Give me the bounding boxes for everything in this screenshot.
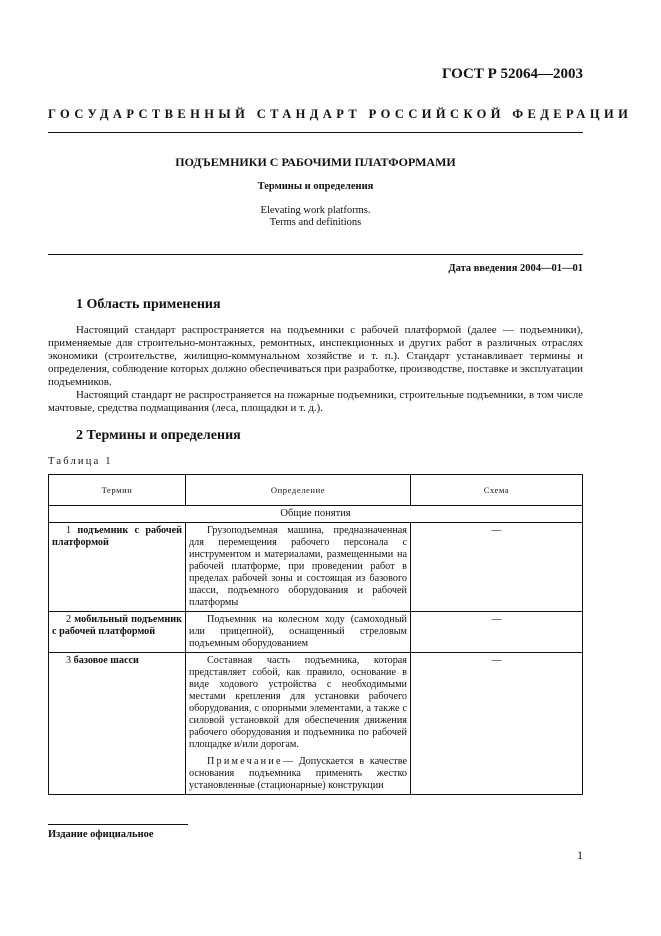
- definition-text: Грузоподъемная машина, предназначенная для перемещения рабочего персонала с инструментом и материалами, размещенными на рабочей платформе, при проведении работ в пределах рабочей зоны и состоящая из базового шасси, подъемного оборудования и рабочей платформы: [189, 525, 407, 608]
- term-number: 1: [66, 525, 72, 536]
- header-scheme: Схема: [411, 475, 583, 506]
- introduction-date: Дата введения 2004—01—01: [448, 263, 583, 274]
- definition-cell: [186, 612, 411, 653]
- section2-heading: 2 Термины и определения: [76, 428, 241, 443]
- table-row: [49, 612, 583, 653]
- group-label: Общие понятия: [49, 506, 583, 523]
- term-name: подъемник с рабочей платформой: [52, 525, 183, 548]
- scheme-cell: —: [411, 523, 583, 612]
- english-title-line2: Terms and definitions: [269, 217, 362, 228]
- term-cell: [49, 653, 186, 795]
- section1-heading: 1 Область применения: [76, 297, 221, 312]
- title-rule: [48, 254, 583, 255]
- definition-note: [189, 756, 407, 792]
- scheme-cell: —: [411, 612, 583, 653]
- edition-rule: [48, 824, 188, 825]
- term-name: базовое шасси: [73, 655, 139, 666]
- document-title: ПОДЪЕМНИКИ С РАБОЧИМИ ПЛАТФОРМАМИ: [175, 155, 456, 169]
- definition-cell: [186, 653, 411, 795]
- page-number: 1: [577, 848, 583, 862]
- definition-text: Составная часть подъемника, которая представляет собой, как правило, основание в виде ходового устройства с необходимыми местами крепления для установки рабочего оборудования, с опорными элементами, а также с силовой установкой для обеспечения движения рабочего оборудования и подъемника по рабочей площадке и/или дорогам.: [189, 655, 407, 750]
- group-row: [49, 506, 583, 523]
- section1-paragraph2: Настоящий стандарт не распространяется на пожарные подъемники, строительные подъемники, в том числе мачтовые, средства подмащивания (леса, площадки и т. д.).: [48, 389, 583, 414]
- term-number: 2: [66, 614, 72, 625]
- term-number: 3: [66, 655, 72, 666]
- state-standard-title: ГОСУДАРСТВЕННЫЙ СТАНДАРТ РОССИЙСКОЙ ФЕДЕРАЦИИ: [48, 107, 633, 121]
- english-title: [48, 205, 583, 229]
- section1-paragraph1: Настоящий стандарт распространяется на подъемники с рабочей платформой (далее — подъемники), применяемые для строительно-монтажных, ремонтных, инспекционных и других работ в различных отраслях экономики (строительстве, жилищно-коммунальном хозяйстве и т. п.). Стандарт устанавливает термины и определения, соблюдение которых должно обеспечиваться при разработке, производстве, поставке и эксплуатации подъемников.: [48, 324, 583, 388]
- header-rule: [48, 132, 583, 133]
- terms-table: [48, 474, 583, 795]
- table-header-row: [49, 475, 583, 506]
- document-subtitle: Термины и определения: [257, 181, 374, 192]
- term-name: мобильный подъемник с рабочей платформой: [52, 614, 182, 637]
- header-definition: Определение: [186, 475, 411, 506]
- definition-cell: [186, 523, 411, 612]
- header-term: Термин: [49, 475, 186, 506]
- note-label: Примечание: [207, 756, 283, 767]
- scheme-cell: —: [411, 653, 583, 795]
- term-cell: [49, 612, 186, 653]
- note-text: — Допускается в качестве основания подъемника применять жестко установленные (стационарные) конструкции: [189, 756, 407, 791]
- table-caption: Таблица 1: [48, 456, 113, 467]
- term-cell: [49, 523, 186, 612]
- gost-code: ГОСТ Р 52064—2003: [441, 66, 583, 82]
- table-row: [49, 653, 583, 795]
- english-title-line1: Elevating work platforms.: [260, 205, 371, 216]
- table-row: [49, 523, 583, 612]
- edition-label: Издание официальное: [48, 829, 154, 840]
- definition-text: Подъемник на колесном ходу (самоходный или прицепной), оснащенный стреловым подъемным оборудованием: [189, 614, 407, 649]
